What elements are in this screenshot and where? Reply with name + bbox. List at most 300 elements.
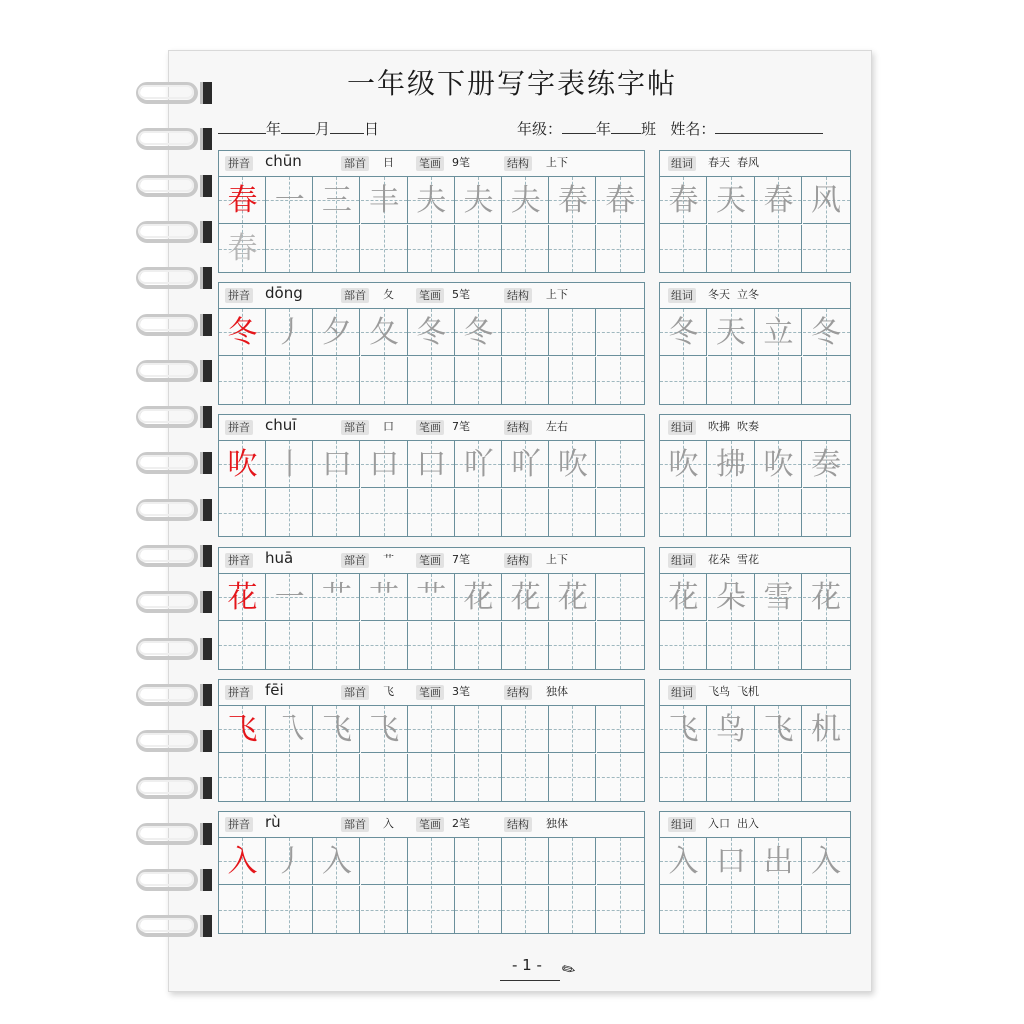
word-character: 春 [763, 183, 794, 218]
grid-cell[interactable] [361, 489, 408, 536]
grid-cell[interactable] [502, 622, 549, 669]
grid-cell[interactable] [660, 754, 707, 801]
trace-character: 艹 [321, 579, 352, 615]
trace-character: 丰 [369, 183, 400, 218]
trace-character: 艹 [416, 579, 447, 615]
trace-character: 吖 [463, 447, 494, 483]
grid-cell[interactable] [502, 309, 549, 356]
grid-cell[interactable] [266, 706, 313, 753]
grid-cell[interactable] [502, 441, 549, 488]
grid-cell[interactable] [803, 357, 850, 404]
grid-cell[interactable] [660, 309, 707, 356]
grid-cell[interactable] [408, 754, 455, 801]
grid-cell[interactable] [660, 441, 707, 488]
structure-tag: 结构 [504, 817, 532, 832]
grid-cell[interactable] [313, 225, 360, 272]
ring-highlight [138, 178, 194, 192]
grid-cell[interactable] [455, 225, 502, 272]
pinyin-value: huā [265, 548, 294, 567]
strokes-value: 7笔 [452, 552, 470, 566]
grid-cell[interactable] [219, 309, 266, 356]
word-character: 花 [668, 579, 699, 615]
grid-cell[interactable] [708, 309, 755, 356]
model-character: 入 [227, 844, 258, 879]
model-character: 花 [227, 579, 258, 615]
grid-cell[interactable] [455, 886, 502, 933]
word-character: 风 [811, 183, 841, 218]
grid-cell[interactable] [455, 754, 502, 801]
grid-cell[interactable] [502, 225, 549, 272]
grid-cell[interactable] [803, 489, 850, 536]
structure-tag: 结构 [504, 156, 532, 171]
trace-character: 花 [510, 579, 541, 615]
grid-cell[interactable] [455, 574, 502, 621]
name-blank[interactable] [715, 119, 823, 134]
grid-cell[interactable] [549, 225, 596, 272]
grid-cell[interactable] [266, 574, 313, 621]
binding-ring [136, 310, 216, 340]
grid-cell[interactable] [549, 622, 596, 669]
grid-cell[interactable] [660, 357, 707, 404]
grid-cell[interactable] [549, 489, 596, 536]
grid-cell[interactable] [549, 886, 596, 933]
grid-cell[interactable] [708, 441, 755, 488]
word-character: 春 [668, 183, 699, 218]
pinyin-value: fēi [265, 680, 284, 699]
grid-cell[interactable] [708, 489, 755, 536]
word-character: 鸟 [716, 711, 746, 747]
words-tag: 组词 [668, 685, 696, 700]
character-info [219, 680, 644, 704]
grid-cell[interactable] [266, 886, 313, 933]
grid-cell[interactable] [803, 177, 850, 224]
grid-cell[interactable] [755, 177, 802, 224]
ring-highlight [138, 780, 194, 794]
grid-cell[interactable] [455, 309, 502, 356]
grid-cell[interactable] [361, 838, 408, 885]
page-title: 一年级下册写字表练字帖 [346, 67, 677, 100]
grid-cell[interactable] [708, 754, 755, 801]
trace-character: 入 [321, 844, 352, 879]
grid-cell[interactable] [266, 754, 313, 801]
grid-cell[interactable] [660, 574, 707, 621]
character-box [218, 150, 645, 273]
grid-cell[interactable] [755, 706, 802, 753]
grid-cell[interactable] [408, 177, 455, 224]
grid-cell[interactable] [408, 489, 455, 536]
grid-cell[interactable] [313, 489, 360, 536]
binding-ring [136, 495, 216, 525]
ring-highlight [138, 270, 194, 284]
grid-cell[interactable] [597, 225, 644, 272]
grid-cell[interactable] [313, 357, 360, 404]
grid-cell[interactable] [408, 357, 455, 404]
words-info [660, 548, 850, 572]
radical-value: 日 [383, 156, 394, 169]
grid-cell[interactable] [597, 309, 644, 356]
trace-character: 飞 [369, 711, 400, 747]
grid-cell[interactable] [219, 441, 266, 488]
month-blank[interactable] [281, 119, 315, 134]
words-grid [660, 308, 850, 405]
writing-grid [219, 837, 644, 934]
grid-cell[interactable] [219, 225, 266, 272]
grid-cell[interactable] [549, 357, 596, 404]
punch-hole [200, 684, 212, 706]
ring-highlight [138, 918, 194, 932]
strokes-value: 2笔 [452, 817, 470, 830]
grid-cell[interactable] [660, 177, 707, 224]
grid-cell[interactable] [755, 225, 802, 272]
grid-cell[interactable] [408, 886, 455, 933]
trace-character: 一 [274, 183, 305, 218]
grid-cell[interactable] [408, 441, 455, 488]
word-character: 入 [811, 844, 841, 879]
punch-hole [200, 545, 212, 567]
grid-cell[interactable] [455, 706, 502, 753]
grid-cell[interactable] [755, 357, 802, 404]
grid-cell[interactable] [455, 622, 502, 669]
word-character: 入 [668, 844, 699, 879]
grid-cell[interactable] [361, 357, 408, 404]
grid-cell[interactable] [361, 622, 408, 669]
grid-cell[interactable] [313, 574, 360, 621]
punch-hole [200, 591, 212, 613]
trace-character: 夫 [463, 183, 494, 218]
grid-cell[interactable] [502, 838, 549, 885]
word-character: 天 [716, 315, 746, 351]
grid-cell[interactable] [803, 441, 850, 488]
ring-highlight [138, 317, 194, 331]
grid-cell[interactable] [455, 489, 502, 536]
grid-cell[interactable] [597, 574, 644, 621]
grid-cell[interactable] [660, 622, 707, 669]
radical-value: 夂 [383, 288, 394, 302]
words-tag: 组词 [668, 420, 696, 435]
strokes-value: 3笔 [452, 684, 470, 698]
grid-cell[interactable] [549, 706, 596, 753]
character-box [218, 811, 645, 934]
grid-cell[interactable] [313, 177, 360, 224]
grid-cell[interactable] [597, 706, 644, 753]
words-box [659, 282, 851, 405]
grid-cell[interactable] [266, 838, 313, 885]
trace-character: 春 [605, 183, 636, 218]
character-box [218, 547, 645, 670]
writing-grid [219, 440, 644, 537]
strokes-value: 9笔 [452, 156, 470, 169]
punch-hole [200, 730, 212, 752]
day-blank[interactable] [330, 119, 364, 134]
footer-rule [500, 980, 560, 981]
grid-cell[interactable] [455, 441, 502, 488]
grid-cell[interactable] [549, 574, 596, 621]
grid-cell[interactable] [219, 838, 266, 885]
pinyin-value: chuī [265, 416, 297, 435]
grid-cell[interactable] [708, 574, 755, 621]
ring-highlight [138, 733, 194, 747]
grid-cell[interactable] [803, 886, 850, 933]
character-info [219, 151, 644, 175]
grid-cell[interactable] [597, 489, 644, 536]
binding-ring [136, 587, 216, 617]
ring-highlight [138, 502, 194, 516]
grid-cell[interactable] [361, 706, 408, 753]
grid-cell[interactable] [755, 838, 802, 885]
words-grid [660, 573, 850, 670]
grade-blank[interactable] [562, 119, 596, 134]
pinyin-tag: 拼音 [225, 420, 253, 435]
grid-cell[interactable] [408, 622, 455, 669]
grid-cell[interactable] [660, 838, 707, 885]
radical-tag: 部首 [341, 288, 369, 303]
trace-character: 艹 [369, 579, 400, 615]
grid-cell[interactable] [660, 225, 707, 272]
grid-cell[interactable] [597, 754, 644, 801]
grid-cell[interactable] [660, 489, 707, 536]
grid-cell[interactable] [266, 225, 313, 272]
page-footer [500, 956, 590, 982]
grid-cell[interactable] [502, 489, 549, 536]
name-label: 姓名： [670, 120, 716, 138]
grid-cell[interactable] [266, 357, 313, 404]
words-value: 飞鸟 飞机 [708, 684, 759, 698]
grid-cell[interactable] [408, 838, 455, 885]
grid-cell[interactable] [549, 309, 596, 356]
radical-tag: 部首 [341, 685, 369, 700]
grid-cell[interactable] [660, 886, 707, 933]
structure-tag: 结构 [504, 420, 532, 435]
grid-cell[interactable] [408, 706, 455, 753]
grid-cell[interactable] [219, 754, 266, 801]
grid-cell[interactable] [755, 441, 802, 488]
trace-character: 口 [321, 447, 352, 483]
word-character: 奏 [811, 447, 841, 483]
grid-cell[interactable] [455, 357, 502, 404]
class-blank[interactable] [611, 119, 641, 134]
grid-cell[interactable] [549, 177, 596, 224]
grid-cell[interactable] [361, 886, 408, 933]
grade-year-label: 年 [596, 120, 612, 138]
radical-value: 艹 [383, 552, 394, 566]
grid-cell[interactable] [219, 177, 266, 224]
punch-hole [200, 452, 212, 474]
grid-cell[interactable] [219, 574, 266, 621]
grid-cell[interactable] [455, 177, 502, 224]
word-character: 机 [811, 711, 841, 747]
trace-character: 一 [274, 579, 305, 615]
binding-ring [136, 448, 216, 478]
grid-cell[interactable] [708, 886, 755, 933]
class-label: 班 [641, 120, 657, 138]
structure-value: 独体 [546, 817, 568, 830]
grid-cell[interactable] [361, 754, 408, 801]
grid-cell[interactable] [597, 441, 644, 488]
grid-cell[interactable] [313, 838, 360, 885]
grid-cell[interactable] [708, 622, 755, 669]
grid-cell[interactable] [755, 574, 802, 621]
grid-cell[interactable] [455, 838, 502, 885]
radical-tag: 部首 [341, 156, 369, 171]
radical-value: 口 [383, 420, 394, 434]
radical-tag: 部首 [341, 817, 369, 832]
grid-cell[interactable] [803, 309, 850, 356]
day-label: 日 [364, 120, 380, 138]
grid-cell[interactable] [803, 574, 850, 621]
grid-cell[interactable] [408, 309, 455, 356]
grid-cell[interactable] [219, 622, 266, 669]
grid-cell[interactable] [549, 754, 596, 801]
grid-cell[interactable] [549, 838, 596, 885]
grid-cell[interactable] [361, 441, 408, 488]
grid-cell[interactable] [408, 574, 455, 621]
grid-cell[interactable] [361, 177, 408, 224]
grid-cell[interactable] [313, 622, 360, 669]
student-line [517, 118, 823, 139]
binding-ring [136, 819, 216, 849]
grid-cell[interactable] [266, 622, 313, 669]
punch-hole [200, 175, 212, 197]
grid-cell[interactable] [313, 886, 360, 933]
grid-cell[interactable] [219, 489, 266, 536]
grid-cell[interactable] [313, 754, 360, 801]
grid-cell[interactable] [597, 838, 644, 885]
grid-cell[interactable] [803, 706, 850, 753]
grid-cell[interactable] [597, 886, 644, 933]
grid-cell[interactable] [502, 706, 549, 753]
punch-hole [200, 128, 212, 150]
writing-grid [219, 176, 644, 273]
trace-character: 冬 [463, 315, 494, 351]
word-character: 朵 [716, 579, 746, 615]
grid-cell[interactable] [755, 622, 802, 669]
trace-character: 夂 [369, 315, 400, 351]
pinyin-tag: 拼音 [225, 817, 253, 832]
grid-cell[interactable] [219, 357, 266, 404]
punch-hole [200, 406, 212, 428]
words-box [659, 414, 851, 537]
grid-cell[interactable] [361, 309, 408, 356]
grid-cell[interactable] [597, 622, 644, 669]
word-character: 冬 [668, 315, 699, 351]
ring-highlight [138, 641, 194, 655]
grid-cell[interactable] [266, 441, 313, 488]
grid-cell[interactable] [597, 357, 644, 404]
year-label: 年 [266, 120, 282, 138]
grid-cell[interactable] [708, 225, 755, 272]
ring-highlight [138, 224, 194, 238]
grid-cell[interactable] [755, 886, 802, 933]
grid-cell[interactable] [502, 886, 549, 933]
binding-ring [136, 356, 216, 386]
grid-cell[interactable] [708, 838, 755, 885]
strokes-tag: 笔画 [416, 288, 444, 303]
strokes-tag: 笔画 [416, 817, 444, 832]
words-value: 冬天 立冬 [708, 288, 759, 302]
grid-cell[interactable] [408, 225, 455, 272]
grid-cell[interactable] [755, 489, 802, 536]
grid-cell[interactable] [597, 177, 644, 224]
grid-cell[interactable] [803, 838, 850, 885]
strokes-tag: 笔画 [416, 685, 444, 700]
model-character: 飞 [227, 711, 258, 747]
grid-cell[interactable] [313, 309, 360, 356]
trace-character: 吖 [510, 447, 541, 483]
trace-character: 口 [416, 447, 447, 483]
words-grid [660, 440, 850, 537]
grid-cell[interactable] [502, 574, 549, 621]
writing-grid [219, 573, 644, 670]
character-info [219, 812, 644, 836]
trace-character: 花 [463, 579, 494, 615]
words-box [659, 679, 851, 802]
pinyin-value: dōng [265, 284, 303, 303]
binding-ring [136, 263, 216, 293]
grid-cell[interactable] [549, 441, 596, 488]
strokes-tag: 笔画 [416, 420, 444, 435]
trace-character: 丿 [274, 844, 305, 879]
grid-cell[interactable] [803, 754, 850, 801]
word-character: 花 [811, 579, 841, 615]
grid-cell[interactable] [502, 357, 549, 404]
month-label: 月 [315, 120, 331, 138]
word-character: 吹 [763, 447, 794, 483]
writing-grid [219, 705, 644, 802]
words-box [659, 150, 851, 273]
grid-cell[interactable] [266, 489, 313, 536]
grid-cell[interactable] [361, 574, 408, 621]
word-character: 口 [716, 844, 746, 879]
pinyin-value: chūn [265, 152, 302, 170]
grid-cell[interactable] [219, 886, 266, 933]
pinyin-tag: 拼音 [225, 156, 253, 171]
grid-cell[interactable] [502, 177, 549, 224]
binding-ring [136, 217, 216, 247]
trace-character: 夫 [416, 183, 447, 218]
grid-cell[interactable] [755, 309, 802, 356]
words-grid [660, 176, 850, 273]
grid-cell[interactable] [708, 357, 755, 404]
pinyin-tag: 拼音 [225, 288, 253, 303]
grid-cell[interactable] [660, 706, 707, 753]
trace-character: 春 [227, 231, 258, 266]
words-tag: 组词 [668, 817, 696, 832]
grid-cell[interactable] [266, 177, 313, 224]
grid-cell[interactable] [708, 177, 755, 224]
character-box [218, 414, 645, 537]
trace-character: 夕 [321, 315, 352, 351]
grid-cell[interactable] [708, 706, 755, 753]
grid-cell[interactable] [803, 225, 850, 272]
grid-cell[interactable] [502, 754, 549, 801]
year-blank[interactable] [218, 119, 266, 134]
grid-cell[interactable] [313, 441, 360, 488]
binding-ring [136, 124, 216, 154]
grid-cell[interactable] [219, 706, 266, 753]
binding-ring [136, 773, 216, 803]
pinyin-tag: 拼音 [225, 553, 253, 568]
word-character: 雪 [763, 579, 794, 615]
grid-cell[interactable] [803, 622, 850, 669]
words-tag: 组词 [668, 553, 696, 568]
grid-cell[interactable] [266, 309, 313, 356]
grid-cell[interactable] [361, 225, 408, 272]
trace-character: 三 [321, 183, 352, 218]
grid-cell[interactable] [313, 706, 360, 753]
ring-highlight [138, 363, 194, 377]
words-box [659, 547, 851, 670]
grid-cell[interactable] [755, 754, 802, 801]
